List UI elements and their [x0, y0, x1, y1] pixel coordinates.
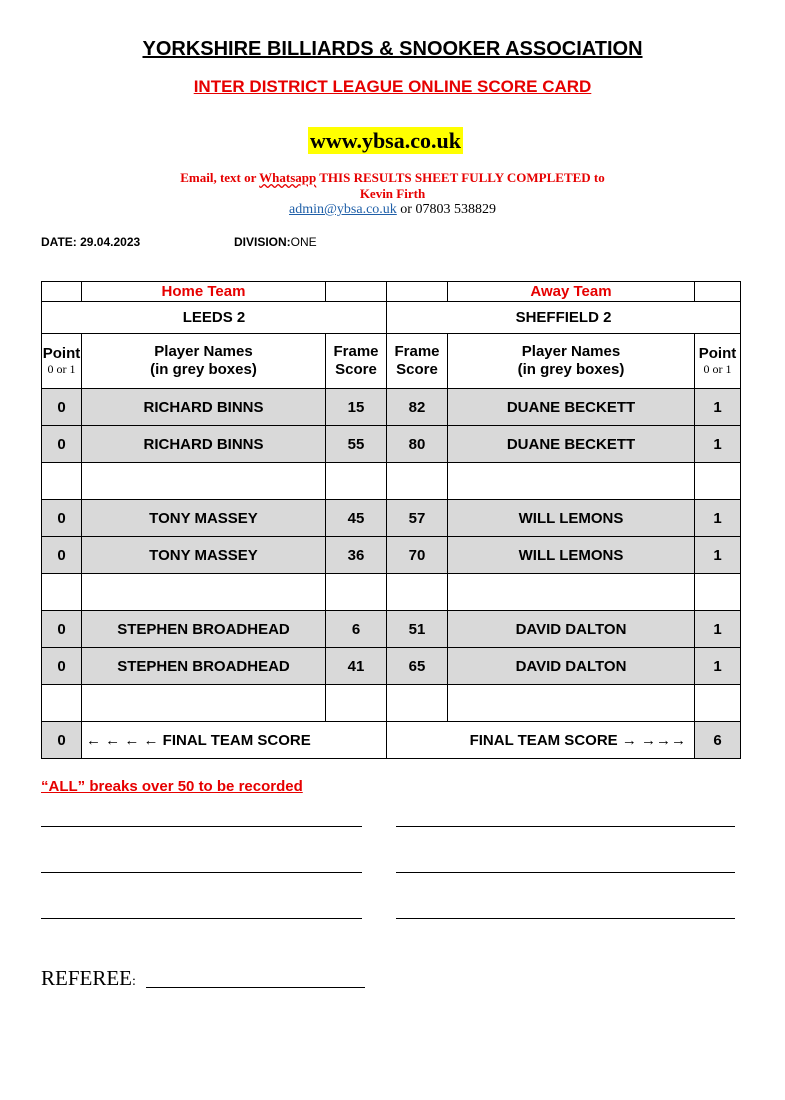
- blank-cell: [695, 463, 741, 500]
- home-player-cell[interactable]: RICHARD BINNS: [82, 389, 326, 426]
- away-player-cell[interactable]: DUANE BECKETT: [448, 426, 695, 463]
- break-entry-line[interactable]: [41, 872, 362, 873]
- home-final-score[interactable]: 0: [42, 722, 82, 759]
- player-names-label: Player Names: [521, 343, 621, 360]
- frame-row: [42, 426, 741, 463]
- blank-cell: [42, 574, 82, 611]
- away-player-names-header: [448, 334, 695, 389]
- division-label: DIVISION:: [234, 235, 291, 249]
- website-link[interactable]: www.ybsa.co.uk: [310, 128, 461, 153]
- point-sub-label: 0 or 1: [47, 361, 76, 376]
- blank-cell: [326, 463, 387, 500]
- column-header-row: [42, 334, 741, 389]
- break-entry-line[interactable]: [41, 826, 362, 827]
- instruction-text-b: THIS RESULTS SHEET FULLY COMPLETED to: [316, 170, 605, 185]
- away-frame-score-header: [387, 334, 448, 389]
- home-score-cell[interactable]: 15: [326, 389, 387, 426]
- away-team-label: Away Team: [448, 282, 695, 302]
- instruction-name: Kevin Firth: [359, 186, 426, 201]
- away-point-cell[interactable]: 1: [695, 611, 741, 648]
- break-entry-line[interactable]: [41, 918, 362, 919]
- score-table: [41, 281, 741, 759]
- home-player-cell[interactable]: TONY MASSEY: [82, 500, 326, 537]
- frame-label: Frame: [394, 343, 440, 360]
- point-label: Point: [698, 344, 737, 362]
- point-sub-label: 0 or 1: [703, 361, 732, 376]
- home-player-names-header: [82, 334, 326, 389]
- away-player-cell[interactable]: WILL LEMONS: [448, 537, 695, 574]
- association-title: YORKSHIRE BILLIARDS & SNOOKER ASSOCIATION: [142, 38, 643, 60]
- frame-row: [42, 648, 741, 685]
- away-point-cell[interactable]: 1: [695, 648, 741, 685]
- home-player-cell[interactable]: STEPHEN BROADHEAD: [82, 648, 326, 685]
- date-value: 29.04.2023: [76, 235, 141, 249]
- away-player-cell[interactable]: WILL LEMONS: [448, 500, 695, 537]
- away-score-cell[interactable]: 70: [387, 537, 448, 574]
- away-score-cell[interactable]: 80: [387, 426, 448, 463]
- blank-cell: [82, 574, 326, 611]
- blank-cell: [448, 463, 695, 500]
- blank-cell: [387, 685, 448, 722]
- away-team-name[interactable]: SHEFFIELD 2: [387, 302, 741, 334]
- referee-label: REFEREE: [41, 966, 133, 990]
- away-point-cell[interactable]: 1: [695, 389, 741, 426]
- blank-cell: [695, 282, 741, 302]
- player-names-sub-label: (in grey boxes): [517, 361, 625, 378]
- frame-row: [42, 611, 741, 648]
- break-entry-line[interactable]: [396, 872, 735, 873]
- date-label: DATE:: [41, 235, 77, 249]
- division-value: ONE: [290, 235, 317, 249]
- away-point-header: [695, 334, 741, 389]
- break-entry-line[interactable]: [396, 826, 735, 827]
- home-team-label: Home Team: [82, 282, 326, 302]
- break-entry-line[interactable]: [396, 918, 735, 919]
- frame-row: [42, 389, 741, 426]
- home-point-cell[interactable]: 0: [42, 648, 82, 685]
- away-score-cell[interactable]: 82: [387, 389, 448, 426]
- blank-cell: [448, 685, 695, 722]
- spacer-row: [42, 685, 741, 722]
- blank-cell: [82, 463, 326, 500]
- blank-cell: [326, 685, 387, 722]
- home-score-cell[interactable]: 55: [326, 426, 387, 463]
- home-score-cell[interactable]: 41: [326, 648, 387, 685]
- away-final-score[interactable]: 6: [695, 722, 741, 759]
- breaks-note: “ALL” breaks over 50 to be recorded: [41, 778, 303, 795]
- away-player-cell[interactable]: DAVID DALTON: [448, 611, 695, 648]
- home-point-cell[interactable]: 0: [42, 611, 82, 648]
- spacer-row: [42, 574, 741, 611]
- away-point-cell[interactable]: 1: [695, 537, 741, 574]
- away-player-cell[interactable]: DUANE BECKETT: [448, 389, 695, 426]
- final-score-row: [42, 722, 741, 759]
- referee-field: [41, 966, 136, 991]
- home-player-cell[interactable]: STEPHEN BROADHEAD: [82, 611, 326, 648]
- division-field: [234, 235, 317, 249]
- spacer-row: [42, 463, 741, 500]
- blank-cell: [448, 574, 695, 611]
- home-point-cell[interactable]: 0: [42, 500, 82, 537]
- player-names-label: Player Names: [154, 343, 253, 360]
- team-name-row: [42, 302, 741, 334]
- away-score-cell[interactable]: 57: [387, 500, 448, 537]
- instruction-text-a: Email, text or: [180, 170, 260, 185]
- home-player-cell[interactable]: RICHARD BINNS: [82, 426, 326, 463]
- player-names-sub-label: (in grey boxes): [150, 361, 257, 378]
- instruction-whatsapp: Whatsapp: [259, 170, 317, 185]
- home-score-cell[interactable]: 6: [326, 611, 387, 648]
- contact-line: [0, 202, 785, 218]
- away-player-cell[interactable]: DAVID DALTON: [448, 648, 695, 685]
- phone-text: or 07803 538829: [396, 202, 496, 217]
- email-link[interactable]: admin@ybsa.co.uk: [289, 202, 397, 217]
- submission-instructions: [0, 170, 785, 202]
- frame-row: [42, 500, 741, 537]
- home-score-cell[interactable]: 45: [326, 500, 387, 537]
- score-label: Score: [335, 361, 377, 378]
- blank-cell: [42, 685, 82, 722]
- frame-label: Frame: [333, 343, 379, 360]
- home-point-cell[interactable]: 0: [42, 537, 82, 574]
- blank-cell: [326, 282, 387, 302]
- home-player-cell[interactable]: TONY MASSEY: [82, 537, 326, 574]
- blank-cell: [695, 574, 741, 611]
- away-score-cell[interactable]: 51: [387, 611, 448, 648]
- home-frame-score-header: [326, 334, 387, 389]
- date-field: [41, 235, 140, 249]
- score-label: Score: [396, 361, 438, 378]
- home-team-name[interactable]: LEEDS 2: [42, 302, 387, 334]
- point-label: Point: [42, 344, 81, 362]
- frame-row: [42, 537, 741, 574]
- blank-cell: [387, 282, 448, 302]
- team-label-row: [42, 282, 741, 302]
- away-final-label: FINAL TEAM SCORE → →→→: [387, 722, 695, 759]
- home-point-header: [42, 334, 82, 389]
- referee-colon: :: [132, 974, 136, 989]
- home-point-cell[interactable]: 0: [42, 389, 82, 426]
- blank-cell: [42, 282, 82, 302]
- blank-cell: [387, 463, 448, 500]
- scorecard-subtitle: INTER DISTRICT LEAGUE ONLINE SCORE CARD: [193, 77, 592, 96]
- blank-cell: [326, 574, 387, 611]
- away-score-cell[interactable]: 65: [387, 648, 448, 685]
- home-final-label: ← ← ← ← FINAL TEAM SCORE: [82, 722, 387, 759]
- blank-cell: [82, 685, 326, 722]
- home-point-cell[interactable]: 0: [42, 426, 82, 463]
- away-point-cell[interactable]: 1: [695, 500, 741, 537]
- blank-cell: [42, 463, 82, 500]
- blank-cell: [695, 685, 741, 722]
- away-point-cell[interactable]: 1: [695, 426, 741, 463]
- home-score-cell[interactable]: 36: [326, 537, 387, 574]
- referee-signature-line[interactable]: [146, 987, 365, 988]
- blank-cell: [387, 574, 448, 611]
